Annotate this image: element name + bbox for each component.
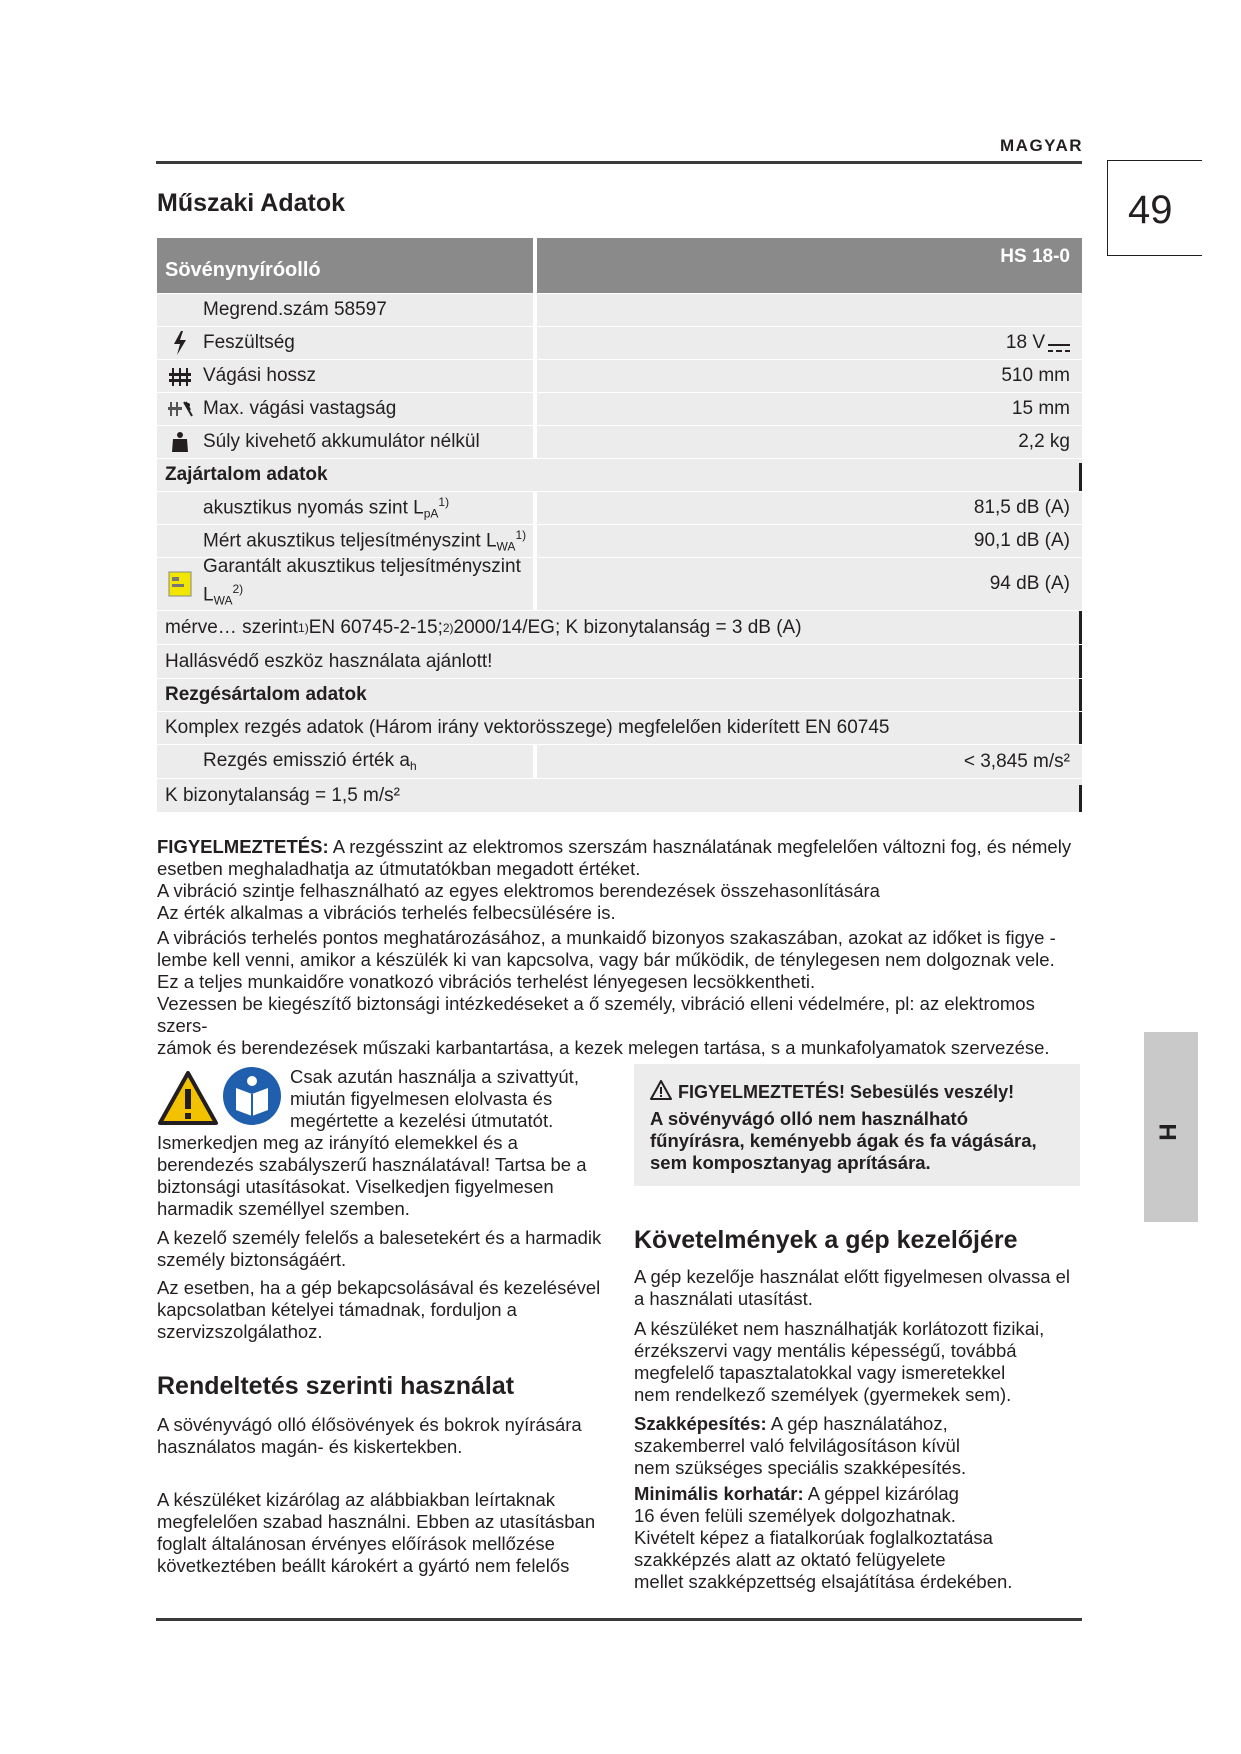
table-row bbox=[157, 557, 1082, 610]
read-manual-text: Csak azután használja a szivattyút, miután figyelmesen elolvasta és megértette a kezelési útmutatót. bbox=[290, 1066, 579, 1131]
row-value: 90,1 dB (A) bbox=[973, 530, 1070, 551]
row-value: 94 dB (A) bbox=[989, 573, 1070, 594]
age-paragraph: Minimális korhatár: A géppel kizárólag 16 éven felüli személyek dolgozhatnak. Kivételt képez a fiatalkorúak foglalkoztatása szakképzés alatt az oktató felügyelete mellet szakképzettség elsajátítása érdekében. bbox=[634, 1483, 1013, 1592]
weight-icon bbox=[157, 431, 203, 453]
row-value: < 3,845 m/s² bbox=[963, 750, 1070, 772]
language-side-tab: H bbox=[1144, 1032, 1198, 1222]
k-uncertainty: K bizonytalanság = 1,5 m/s² bbox=[165, 784, 400, 806]
table-row bbox=[157, 392, 1082, 425]
row-value: 18 V bbox=[1005, 332, 1045, 353]
lightning-icon bbox=[157, 331, 203, 355]
spec-table-header bbox=[157, 238, 1082, 293]
section-heading: Rendeltetés szerinti használat bbox=[157, 1372, 515, 1400]
paragraph: A kezelő személy felelős a balesetekért és a harmadik személy biztonságáért. bbox=[157, 1227, 602, 1270]
row-label: Max. vágási vastagság bbox=[203, 398, 397, 419]
noise-label-icon bbox=[157, 571, 203, 597]
vibration-warning: FIGYELMEZTETÉS: A rezgésszint az elektromos szerszám használatának megfelelően változni fog, és némely esetben meghaladhatja az útmutatókban megadott értéket. A vibráció szintje felhasználható az egyes elektromos berendezések összehasonlítására Az érték alkalmas a vibrációs terhelés felbecsülésére is. A vibrációs terhelés pontos meghatározásához, a munkaidő bizonyos szakaszában, azokat az időket is figye - lembe kell venni, amikor a készülék ki van kapcsolva, vagy bár működik, de ténylegesen nem dolgoznak vele. Ez a teljes munkaidőre vonatkozó vibrációs terhelést lényegesen lecsökkentheti. Vezessen be kiegészítő biztonsági intézkedéseket a ő személy, vibráció elleni védelmére, pl: az elektromos szers- zámok és berendezések műszaki karbantartása, a kezek melegen tartása, s a munkafolyamatok szervezése. bbox=[157, 836, 1072, 1058]
language-label: MAGYAR bbox=[1000, 136, 1083, 155]
order-number: Megrend.szám 58597 bbox=[203, 299, 387, 320]
uncertainty-row bbox=[157, 778, 1082, 812]
product-label: Sövénynyíróolló bbox=[157, 238, 533, 293]
measured-note: mérve… szerint 1) EN 60745-2-15; 2) 2000/14/EG; K bizonytalanság = 3 dB (A) bbox=[165, 616, 802, 638]
table-row bbox=[157, 491, 1082, 524]
vibration-heading: Rezgésártalom adatok bbox=[165, 684, 367, 705]
page-number: 49 bbox=[1128, 188, 1173, 232]
vibration-heading-row bbox=[157, 678, 1082, 711]
injury-warning-text: A sövényvágó olló nem használható fűnyírásra, keményebb ágak és fa vágására, sem komposztanyag aprítására. bbox=[650, 1108, 1037, 1173]
row-value: 81,5 dB (A) bbox=[973, 497, 1070, 518]
row-value: 15 mm bbox=[1011, 398, 1070, 419]
warning-label: FIGYELMEZTETÉS: bbox=[157, 836, 329, 857]
paragraph: A készüléket kizárólag az alábbiakban leírtaknak megfelelően szabad használni. Ebben az utasításban foglalt általánosan érvényes előírások mellőzése következtében beállt károkért a gyártó nem felelős bbox=[157, 1489, 596, 1576]
paragraph: A készüléket nem használhatják korlátozott fizikai, érzékszervi vagy mentális képességű, továbbá megfelelő tapasztalatokkal vagy ismeretekkel nem rendelkező személyek (gyermekek sem). bbox=[634, 1318, 1045, 1405]
hearing-row bbox=[157, 644, 1082, 678]
row-label: Súly kivehető akkumulátor nélkül bbox=[203, 431, 480, 452]
warning-triangle-icon bbox=[157, 1070, 219, 1131]
model-label: HS 18-0 bbox=[537, 238, 1082, 293]
vibration-note-row bbox=[157, 711, 1082, 744]
row-label: Feszültség bbox=[203, 332, 295, 353]
row-label: Rezgés emisszió érték $a_h$ bbox=[203, 750, 417, 773]
section-heading: Követelmények a gép kezelőjére bbox=[634, 1226, 1018, 1254]
spec-table bbox=[157, 238, 1082, 812]
paragraph: A sövényvágó olló élősövények és bokrok nyírására használatos magán- és kiskertekben. bbox=[157, 1414, 582, 1457]
row-label: Vágási hossz bbox=[203, 365, 317, 386]
top-divider bbox=[156, 161, 1082, 164]
table-row bbox=[157, 293, 1082, 326]
row-value: 2,2 kg bbox=[1018, 431, 1070, 452]
page-title: Műszaki Adatok bbox=[157, 189, 346, 217]
row-label: akusztikus nyomás szint $L_{pA}^{1)}$ bbox=[203, 495, 450, 521]
hearing-note: Hallásvédő eszköz használata ajánlott! bbox=[165, 650, 493, 672]
row-label: Mért akusztikus teljesítményszint $L_{WA}^{1)}$ bbox=[203, 528, 527, 554]
table-row bbox=[157, 524, 1082, 557]
warning-small-icon bbox=[650, 1080, 672, 1105]
paragraph: Az esetben, ha a gép bekapcsolásával és kezelésével kapcsolatban kételyei támadnak, forduljon a szervizszolgálathoz. bbox=[157, 1277, 601, 1342]
row-value: 510 mm bbox=[1001, 365, 1070, 386]
row-label: Garantált akusztikus teljesítményszint $L_{WA}^{2)}$ bbox=[203, 556, 521, 608]
paragraph: A gép kezelője használat előtt figyelmesen olvassa el a használati utasítást. bbox=[634, 1266, 1071, 1309]
qualification-paragraph: Szakképesítés: A gép használatához, szakemberrel való felvilágosításon kívül nem szükséges speciális szakképesítés. bbox=[634, 1413, 967, 1478]
injury-warning-title: FIGYELMEZTETÉS! Sebesülés veszély! bbox=[650, 1080, 1014, 1105]
table-row bbox=[157, 326, 1082, 359]
noise-heading: Zajártalom adatok bbox=[165, 464, 328, 485]
noise-heading-row bbox=[157, 458, 1082, 491]
table-row bbox=[157, 425, 1082, 458]
cutting-thickness-icon bbox=[157, 398, 203, 420]
paragraph: Ismerkedjen meg az irányító elemekkel és a berendezés szabályszerű használatával! Tartsa be a biztonsági utasításokat. Viselkedjen figyelmesen harmadik személlyel szemben. bbox=[157, 1132, 587, 1219]
cutting-length-icon bbox=[157, 365, 203, 387]
read-manual-icon bbox=[222, 1066, 282, 1131]
dc-symbol-icon bbox=[1048, 337, 1070, 349]
table-row bbox=[157, 744, 1082, 778]
vibration-note: Komplex rezgés adatok (Három irány vektorösszege) megfelelően kiderített EN 60745 bbox=[165, 717, 890, 738]
measured-row bbox=[157, 610, 1082, 644]
table-row bbox=[157, 359, 1082, 392]
bottom-divider bbox=[156, 1618, 1082, 1621]
